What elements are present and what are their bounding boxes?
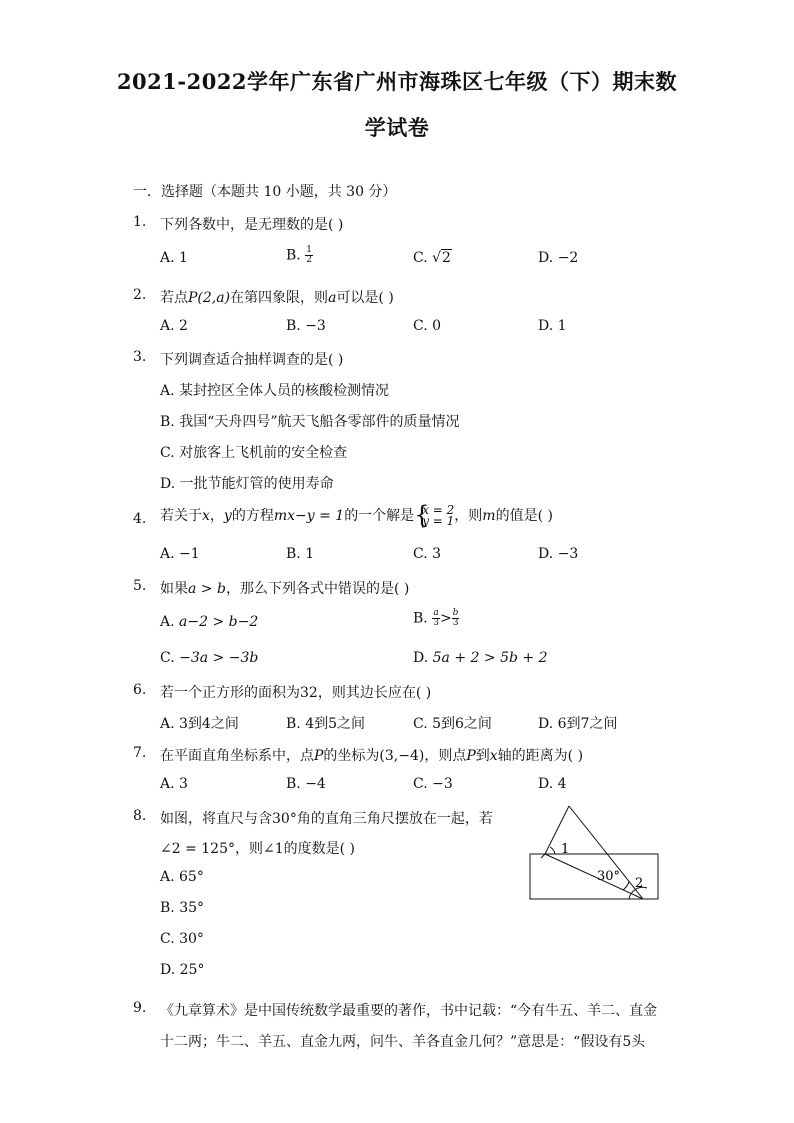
option-c: [160, 650, 258, 666]
question-number: 2.: [133, 287, 147, 303]
stem-text: 的一个解是: [344, 508, 415, 524]
fraction-numerator: b: [452, 608, 459, 618]
expression: a−2 > b−2: [179, 614, 259, 630]
option-a: A. −1: [160, 546, 200, 562]
option-d: D. 6到7之间: [538, 716, 618, 732]
question-stem: 十二两；牛二、羊五、直金九两，问牛、羊各直金几何？”意思是：“假设有5头: [160, 1034, 646, 1050]
angle1-arc: [550, 847, 555, 854]
angle30-arc: [623, 882, 629, 890]
option-label: C.: [413, 250, 428, 266]
expression: −3a > −3b: [179, 650, 259, 666]
triangle-side: [541, 854, 545, 858]
variable: y: [223, 508, 232, 524]
fraction-numerator: a: [433, 608, 439, 618]
question-stem: ∠2 = 125°，则∠1的度数是( ): [160, 841, 356, 857]
fraction-denominator: 3: [433, 618, 439, 628]
variable: m: [482, 508, 496, 524]
option-d: D. 25°: [160, 962, 205, 978]
stem-text: 的坐标为(3,−4)，则点: [323, 748, 467, 764]
fraction: [452, 609, 460, 628]
option-c: C. 5到6之间: [413, 716, 492, 732]
sqrt-expression: √2: [432, 250, 451, 266]
option-a: A. 1: [160, 250, 188, 266]
radicand: 2: [442, 250, 451, 266]
option-label: A.: [160, 614, 175, 630]
stem-text: 的方程: [231, 508, 274, 524]
stem-text: ，: [209, 508, 224, 524]
stem-text: 若一个正方形的面积为: [160, 685, 300, 701]
stem-text: 到: [475, 748, 490, 764]
option-d: D. −3: [538, 546, 579, 562]
question-stem: 下列调查适合抽样调查的是( ): [160, 352, 344, 368]
exam-title-line2: 学试卷: [364, 115, 430, 140]
stem-text: ，则其边长应在( ): [317, 685, 432, 701]
option-b: B. 我国“天舟四号”航天飞船各零部件的质量情况: [160, 414, 460, 430]
option-d: [413, 650, 547, 666]
equation: mx−y = 1: [273, 508, 345, 524]
section-heading: 一．选择题（本题共 10 小题，共 30 分）: [133, 184, 397, 200]
question-number: 6.: [133, 682, 147, 698]
fraction-denominator: 2: [306, 255, 312, 265]
angle2-label: 2: [635, 876, 644, 891]
ruler-triangle-figure: [525, 804, 665, 904]
option-label: B.: [413, 610, 428, 627]
option-d: D. 4: [538, 776, 567, 792]
question-number: 8.: [133, 808, 147, 824]
fraction-numerator: 1: [306, 245, 312, 255]
question-stem: [160, 745, 583, 765]
stem-text: 如果: [160, 581, 188, 597]
option-b: B. 4到5之间: [286, 716, 366, 732]
option-c: C. 对旅客上飞机前的安全检查: [160, 445, 348, 461]
stem-text: ，则: [454, 508, 483, 524]
exam-title-line1: 2021-2022学年广东省广州市海珠区七年级（下）期末数: [116, 69, 678, 94]
option-label: C.: [160, 650, 175, 666]
question-stem: 下列各数中，是无理数的是( ): [160, 217, 344, 233]
angle1-label: 1: [561, 842, 570, 857]
variable: P: [314, 748, 324, 764]
option-a: [160, 614, 258, 630]
option-b: B. −3: [286, 318, 326, 334]
option-a: A. 65°: [160, 869, 204, 885]
variable: x: [202, 508, 210, 524]
triangle-hypotenuse: [545, 854, 643, 899]
question-number: 7.: [133, 745, 147, 761]
stem-text: 的值是( ): [495, 508, 553, 524]
option-c: C. −3: [413, 776, 453, 792]
question-number: 3.: [133, 349, 147, 365]
option-d: D. 1: [538, 318, 567, 334]
question-stem: 如图，将直尺与含30°角的直角三角尺摆放在一起，若: [160, 811, 493, 827]
question-number: 9.: [133, 1000, 147, 1016]
option-a: A. 3: [160, 776, 188, 792]
fraction: [305, 246, 313, 265]
option-label: B.: [286, 247, 301, 264]
operator: >: [439, 610, 452, 627]
option-b: B. −4: [286, 776, 326, 792]
stem-text: 若点: [160, 290, 188, 306]
stem-text: 若关于: [160, 508, 202, 524]
stem-text: 在第四象限，则: [230, 290, 329, 306]
option-b: [286, 246, 313, 265]
question-number: 1.: [133, 214, 147, 230]
option-label: D.: [413, 650, 429, 666]
option-a: A. 3到4之间: [160, 716, 239, 732]
stem-text: 在平面直角坐标系中，点: [160, 748, 314, 764]
point-expression: P(2,a): [188, 290, 231, 306]
question-number: 5.: [133, 578, 147, 594]
variable: P: [466, 748, 476, 764]
option-d: D. 一批节能灯管的使用寿命: [160, 476, 334, 492]
question-stem: [160, 501, 553, 529]
fraction-denominator: 3: [452, 618, 459, 628]
stem-text: 可以是( ): [336, 290, 394, 306]
option-a: A. 某封控区全体人员的核酸检测情况: [160, 383, 390, 399]
question-number: 4.: [133, 511, 147, 527]
option-b: [413, 609, 459, 628]
stem-text: 轴的距离为( ): [497, 748, 584, 764]
system-row: y = 1: [422, 514, 455, 528]
fraction: [432, 609, 440, 628]
brace-icon: {: [414, 501, 430, 529]
option-c: [413, 250, 452, 266]
option-c: C. 30°: [160, 931, 204, 947]
variable: a: [328, 290, 337, 306]
expression: 5a + 2 > 5b + 2: [432, 650, 548, 666]
option-b: B. 35°: [160, 900, 205, 916]
stem-text: ，那么下列各式中错误的是( ): [225, 581, 410, 597]
question-stem: [160, 682, 431, 702]
option-a: A. 2: [160, 318, 188, 334]
option-b: B. 1: [286, 546, 315, 562]
question-stem: 《九章算术》是中国传统数学最重要的著作，书中记载：“今有牛五、羊二、直金: [160, 1003, 658, 1019]
question-stem: [160, 578, 409, 598]
angle30-label: 30°: [597, 869, 621, 884]
system-row: x = 2: [422, 503, 455, 517]
question-stem: [160, 287, 394, 307]
value: 32: [300, 685, 318, 701]
equation-system: [414, 501, 455, 529]
triangle-side: [569, 806, 643, 899]
option-d: D. −2: [538, 250, 579, 266]
option-c: C. 0: [413, 318, 442, 334]
variable: x: [489, 748, 498, 764]
option-c: C. 3: [413, 546, 442, 562]
inequality: a > b: [188, 581, 226, 597]
